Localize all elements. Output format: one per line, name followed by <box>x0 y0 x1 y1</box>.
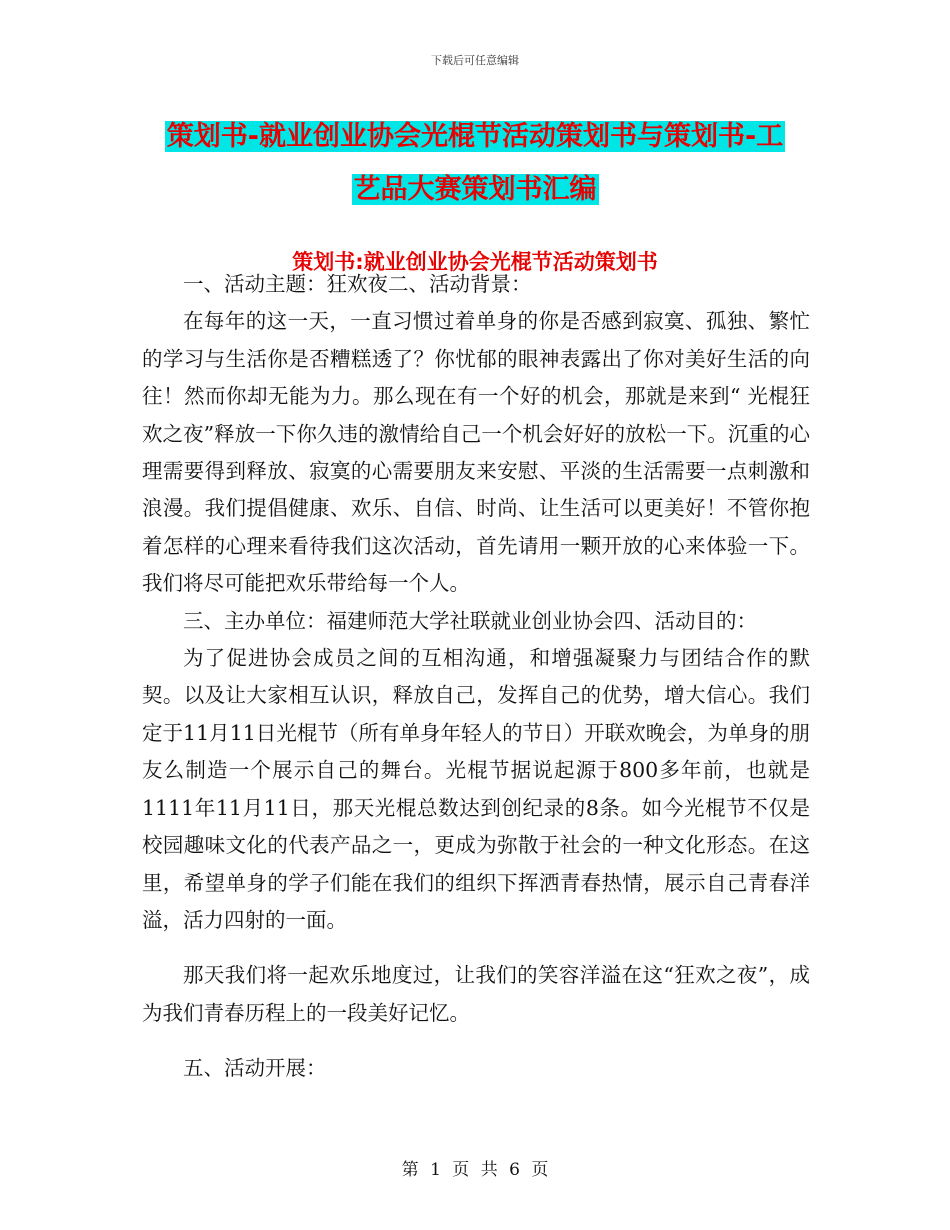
page-number: 第 1 页 共 6 页 <box>401 1160 549 1180</box>
paragraph: 在每年的这一天，一直习惯过着单身的你是否感到寂寞、孤独、繁忙的学习与生活你是否糟糕透了？你忧郁的眼神表露出了你对美好生活的向往！然而你却无能为力。那么现在有一个好的机会，那就是来到“ 光棍狂欢之夜”释放一下你久违的激情给自己一个机会好好的放松一下。沉重的心理需要得到释放、寂寞的心需要朋友来安慰、平淡的生活需要一点刺激和浪漫。我们提倡健康、欢乐、自信、时尚、让生活可以更美好！不管你抱着怎样的心理来看待我们这次活动，首先请用一颗开放的心来体验一下。我们将尽可能把欢乐带给每一个人。 <box>142 309 810 596</box>
paragraph: 三、主办单位：福建师范大学社联就业创业协会四、活动目的： <box>183 608 757 633</box>
document-title <box>0 110 950 216</box>
paragraph: 那天我们将一起欢乐地度过，让我们的笑容洋溢在这“狂欢之夜”，成为我们青春历程上的一段美好记忆。 <box>142 963 810 1025</box>
section-title: 策划书:就业创业协会光棍节活动策划书 <box>292 250 658 274</box>
body-text <box>142 266 810 1088</box>
paragraph: 五、活动开展： <box>183 1056 327 1081</box>
document-title-line-2: 艺品大赛策划书汇编 <box>353 174 597 205</box>
paragraph: 一、活动主题：狂欢夜二、活动背景： <box>183 272 532 296</box>
document-title-line-1: 策划书-就业创业协会光棍节活动策划书与策划书-工 <box>166 121 784 152</box>
page-header-note: 下载后可任意编辑 <box>431 54 519 67</box>
paragraph: 为了促进协会成员之间的互相沟通，和增强凝聚力与团结合作的默契。以及让大家相互认识，释放自己，发挥自己的优势，增大信心。我们定于11月11日光棍节（所有单身年轻人的节日）开联欢晚会，为单身的朋友么制造一个展示自己的舞台。光棍节据说起源于800多年前，也就是1111年11月11日，那天光棍总数达到创纪录的8条。如今光棍节不仅是校园趣味文化的代表产品之一，更成为弥散于社会的一种文化形态。在这里，希望单身的学子们能在我们的组织下挥洒青春热情，展示自己青春洋溢，活力四射的一面。 <box>142 646 810 932</box>
